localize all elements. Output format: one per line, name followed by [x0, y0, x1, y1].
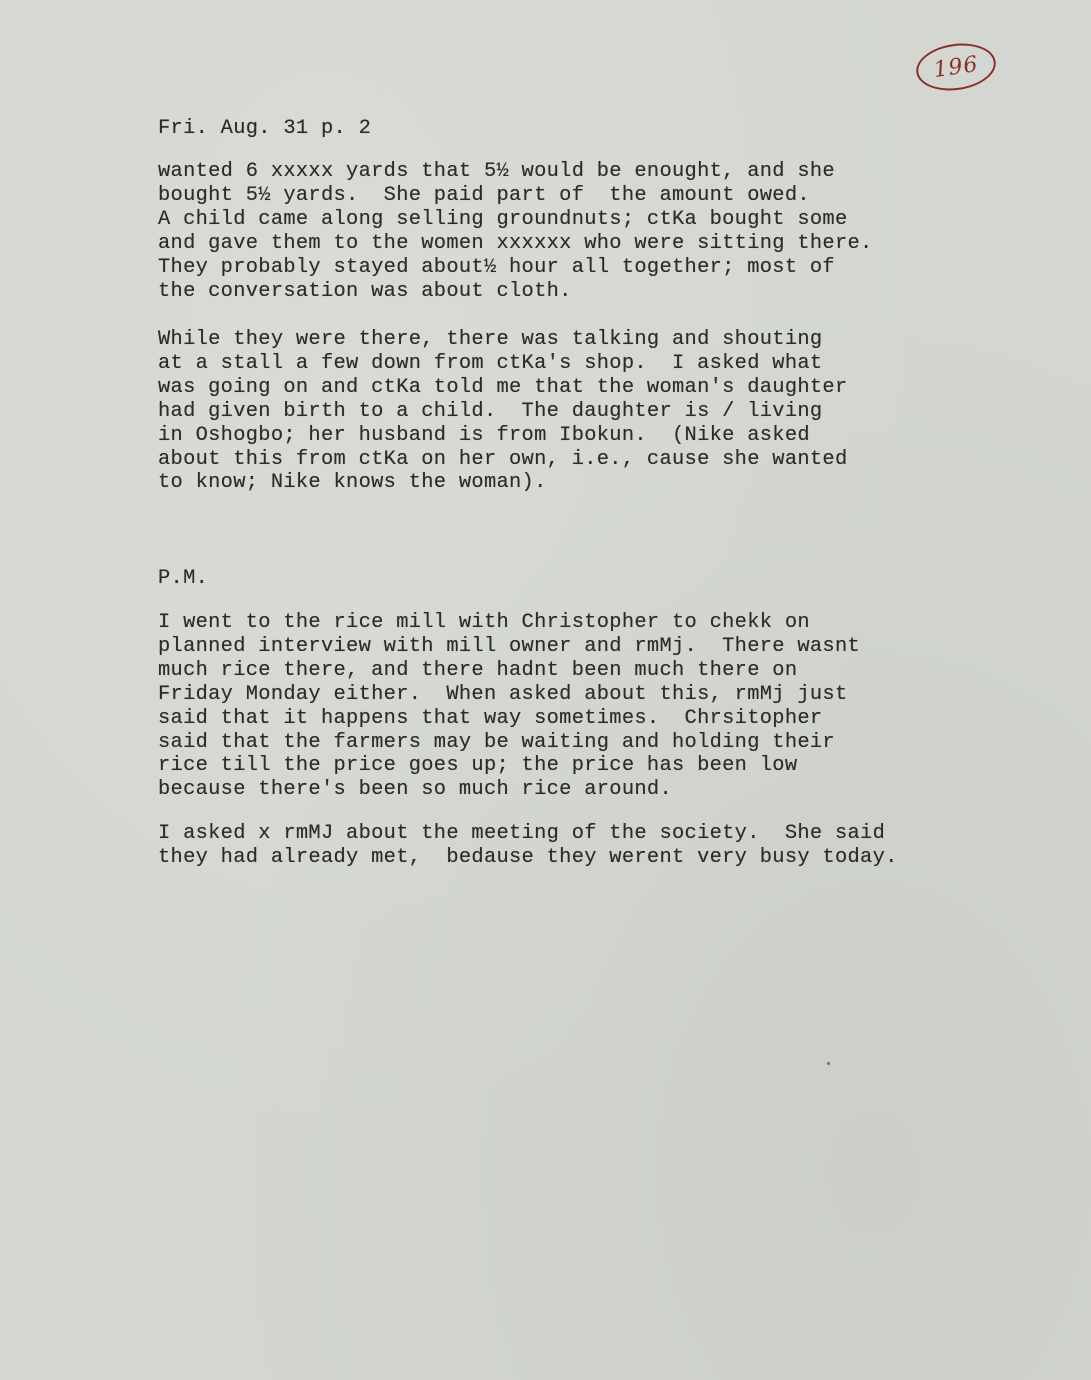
- paragraph-rice-mill: I went to the rice mill with Christopher to chekk on planned interview with mill owner and rmMj. There wasnt much rice there, and there hadnt been much there on Friday Monday either. When asked about this, rmMj just said that it happens that way sometimes. Chrsitopher said that the farmers may be waiting and holding their rice till the price goes up; the price has been low because there's been so much rice around.: [158, 611, 861, 802]
- section-label-pm: P.M.: [158, 567, 209, 590]
- handwritten-page-number: 196: [913, 39, 999, 96]
- paragraph-birth: While they were there, there was talking and shouting at a stall a few down from ctKa's shop. I asked what was going on and ctKa told me that the woman's daughter had given birth to a child. The daughter is / living in Oshogbo; her husband is from Ibokun. (Nike asked about this from ctKa on her own, i.e., cause she wanted to know; Nike knows the woman).: [158, 328, 848, 495]
- paragraph-cloth: wanted 6 xxxxx yards that 5½ would be enought, and she bought 5½ yards. She paid part of the amount owed. A child came along selling groundnuts; ctKa bought some and gave them to the women xxxxxx who were sitting there. They probably stayed about½ hour all together; most of the conversation was about cloth.: [158, 160, 873, 303]
- paragraph-society: I asked x rmMJ about the meeting of the society. She said they had already met, bedause they werent very busy today.: [158, 822, 898, 869]
- paper-speck: [827, 1062, 830, 1065]
- page-header: Fri. Aug. 31 p. 2: [158, 117, 372, 140]
